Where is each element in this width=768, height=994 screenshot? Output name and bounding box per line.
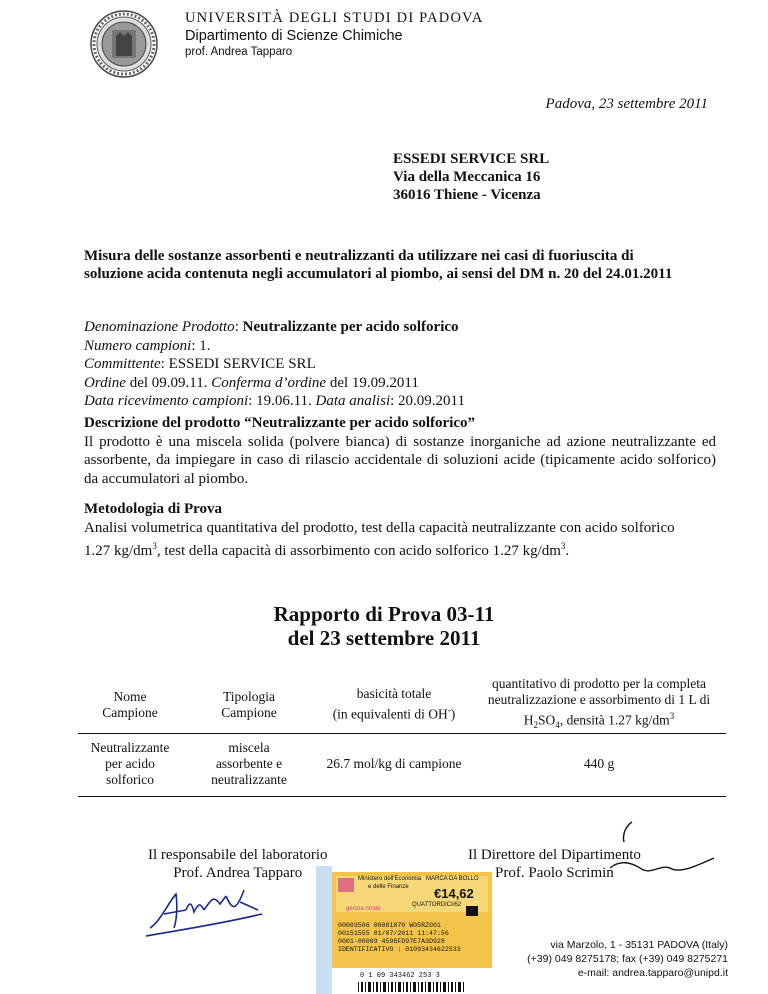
methodology-title: Metodologia di Prova <box>84 501 223 517</box>
signature-lab-manager <box>148 846 328 882</box>
cell-sample-name: Neutralizzante per acido solforico <box>90 740 170 788</box>
header-sample-name: Nome Campione <box>102 688 158 720</box>
stamp-code-1: 00003506 00001870 W05RZ001 <box>338 922 441 929</box>
table-row <box>78 734 726 797</box>
recipient-address <box>393 150 549 204</box>
stamp-amount-words: QUATTORDICI/62 <box>412 902 462 908</box>
report-title <box>0 602 768 650</box>
stamp-ministry-1: Ministero dell'Economia <box>358 876 422 882</box>
stamp-barcode-number: 0 1 09 343462 253 3 <box>360 972 440 980</box>
received-value: 19.06.11. <box>256 393 312 410</box>
recipient-street: Via della Meccanica 16 <box>393 169 541 185</box>
report-title-line-2: del 23 settembre 2011 <box>287 626 481 650</box>
methodology <box>84 500 724 561</box>
product-description <box>84 414 716 488</box>
cell-sample-type: miscela assorbente e neutralizzante <box>211 740 287 788</box>
methodology-density-2: , test della capacità di assorbimento con acido solforico 1.27 kg/dm <box>156 543 561 560</box>
handwritten-signature-right <box>600 818 720 884</box>
header-sample-type: Tipologia Campione <box>221 688 277 720</box>
samples-label: Numero campioni <box>84 337 192 354</box>
contact-phone: (+39) 049 8275178; fax (+39) 049 8275271 <box>527 953 728 965</box>
received-label: Data ricevimento campioni <box>84 393 249 410</box>
confirm-label: Conferma d’ordine <box>211 374 327 391</box>
department-name: Dipartimento di Scienze Chimiche <box>185 28 403 44</box>
methodology-line-2 <box>84 537 724 561</box>
stamp-agency: genzia ntrate <box>346 906 381 912</box>
subject <box>84 247 724 283</box>
stamp-code-3: 0001-00009 4598FD97E7A3D928 <box>338 938 445 945</box>
table-header-row <box>78 676 726 734</box>
analysis-label: Data analisi <box>315 393 391 410</box>
cell-quantity: 440 g <box>583 756 615 772</box>
stamp-code-2: 00151555 01/07/2011 11:47:56 <box>338 930 449 937</box>
header-professor: prof. Andrea Tapparo <box>185 46 293 58</box>
description-text: Il prodotto è una miscela solida (polvere bianca) di sostanze inorganiche ad azione neutralizzante ed assorbente, da impiegare in caso di rilascio accidentale di soluzioni acide (tipicamente acido solforico) da accumulatori al piombo. <box>84 433 716 487</box>
stamp-amount: €14,62 <box>434 886 474 901</box>
university-name: UNIVERSITÀ DEGLI STUDI DI PADOVA <box>185 10 484 26</box>
analysis-value: 20.09.2011 <box>398 393 465 410</box>
stamp-title: MARCA DA BOLLO <box>426 876 479 882</box>
order-label: Ordine <box>84 374 126 391</box>
contact-info <box>527 938 728 980</box>
lab-manager-role: Il responsabile del laboratorio <box>148 847 328 863</box>
stamp-code-4: IDENTIFICATIVO : 01093434622533 <box>338 946 461 953</box>
methodology-density-1: 1.27 kg/dm <box>84 543 153 560</box>
methodology-line-1: Analisi volumetrica quantitativa del prodotto, test della capacità neutralizzante con acido solforico <box>84 519 675 536</box>
header-basicity: basicità totale (in equivalenti di OH-) <box>332 686 456 722</box>
samples-value: 1. <box>199 337 211 354</box>
stamp-ministry-2: e delle Finanze <box>368 884 409 890</box>
recipient-company: ESSEDI SERVICE SRL <box>393 151 550 167</box>
date-line: Padova, 23 settembre 2011 <box>545 96 708 112</box>
client-label: Committente <box>84 356 161 373</box>
product-value: Neutralizzante per acido solforico <box>242 319 459 335</box>
contact-email: e-mail: andrea.tapparo@unipd.it <box>577 967 728 979</box>
handwritten-signature-left <box>140 880 270 940</box>
client-value: ESSEDI SERVICE SRL <box>168 356 316 373</box>
product-label: Denominazione Prodotto <box>84 319 235 335</box>
director-name: Prof. Paolo Scrimin <box>495 865 614 881</box>
recipient-city: 36016 Thiene - Vicenza <box>393 187 541 203</box>
results-table <box>78 676 726 797</box>
cell-basicity: 26.7 mol/kg di campione <box>326 756 462 772</box>
report-title-line-1: Rapporto di Prova 03-11 <box>273 602 495 626</box>
subject-line-2: soluzione acida contenuta negli accumulatori al piombo, ai sensi del DM n. 20 del 24.01.2011 <box>84 266 673 282</box>
methodology-exponent-1: 3 <box>152 541 157 552</box>
header-quantity: quantitativo di prodotto per la completa neutralizzazione e assorbimento di 1 L di $H_2SO_4$, densità 1.27 $kg/dm^3$ <box>487 676 711 731</box>
description-title: Descrizione del prodotto “Neutralizzante per acido solforico” <box>84 415 476 431</box>
director-role: Il Direttore del Dipartimento <box>468 847 641 863</box>
confirm-value: del 19.09.2011 <box>329 374 419 391</box>
lab-manager-name: Prof. Andrea Tapparo <box>173 865 303 881</box>
methodology-period: . <box>565 543 570 560</box>
product-info: Denominazione Prodotto: Neutralizzante per acido solforico Numero campioni: 1. Committente: ESSEDI SERVICE SRL Ordine del 09.09.11. Conferma d’ordine del 19.09.2011 Data ricevimento campioni: 19.06.11. Data analisi: 20.09.2011 <box>84 319 465 410</box>
methodology-exponent-2: 3 <box>560 541 566 552</box>
subject-line-1: Misura delle sostanze assorbenti e neutralizzanti da utilizzare nei casi di fuoriuscita di <box>84 248 634 264</box>
revenue-stamp <box>316 866 494 994</box>
order-value: del 09.09.11. <box>129 374 208 391</box>
university-seal-logo <box>90 10 158 78</box>
contact-address: via Marzolo, 1 - 35131 PADOVA (Italy) <box>550 939 728 951</box>
